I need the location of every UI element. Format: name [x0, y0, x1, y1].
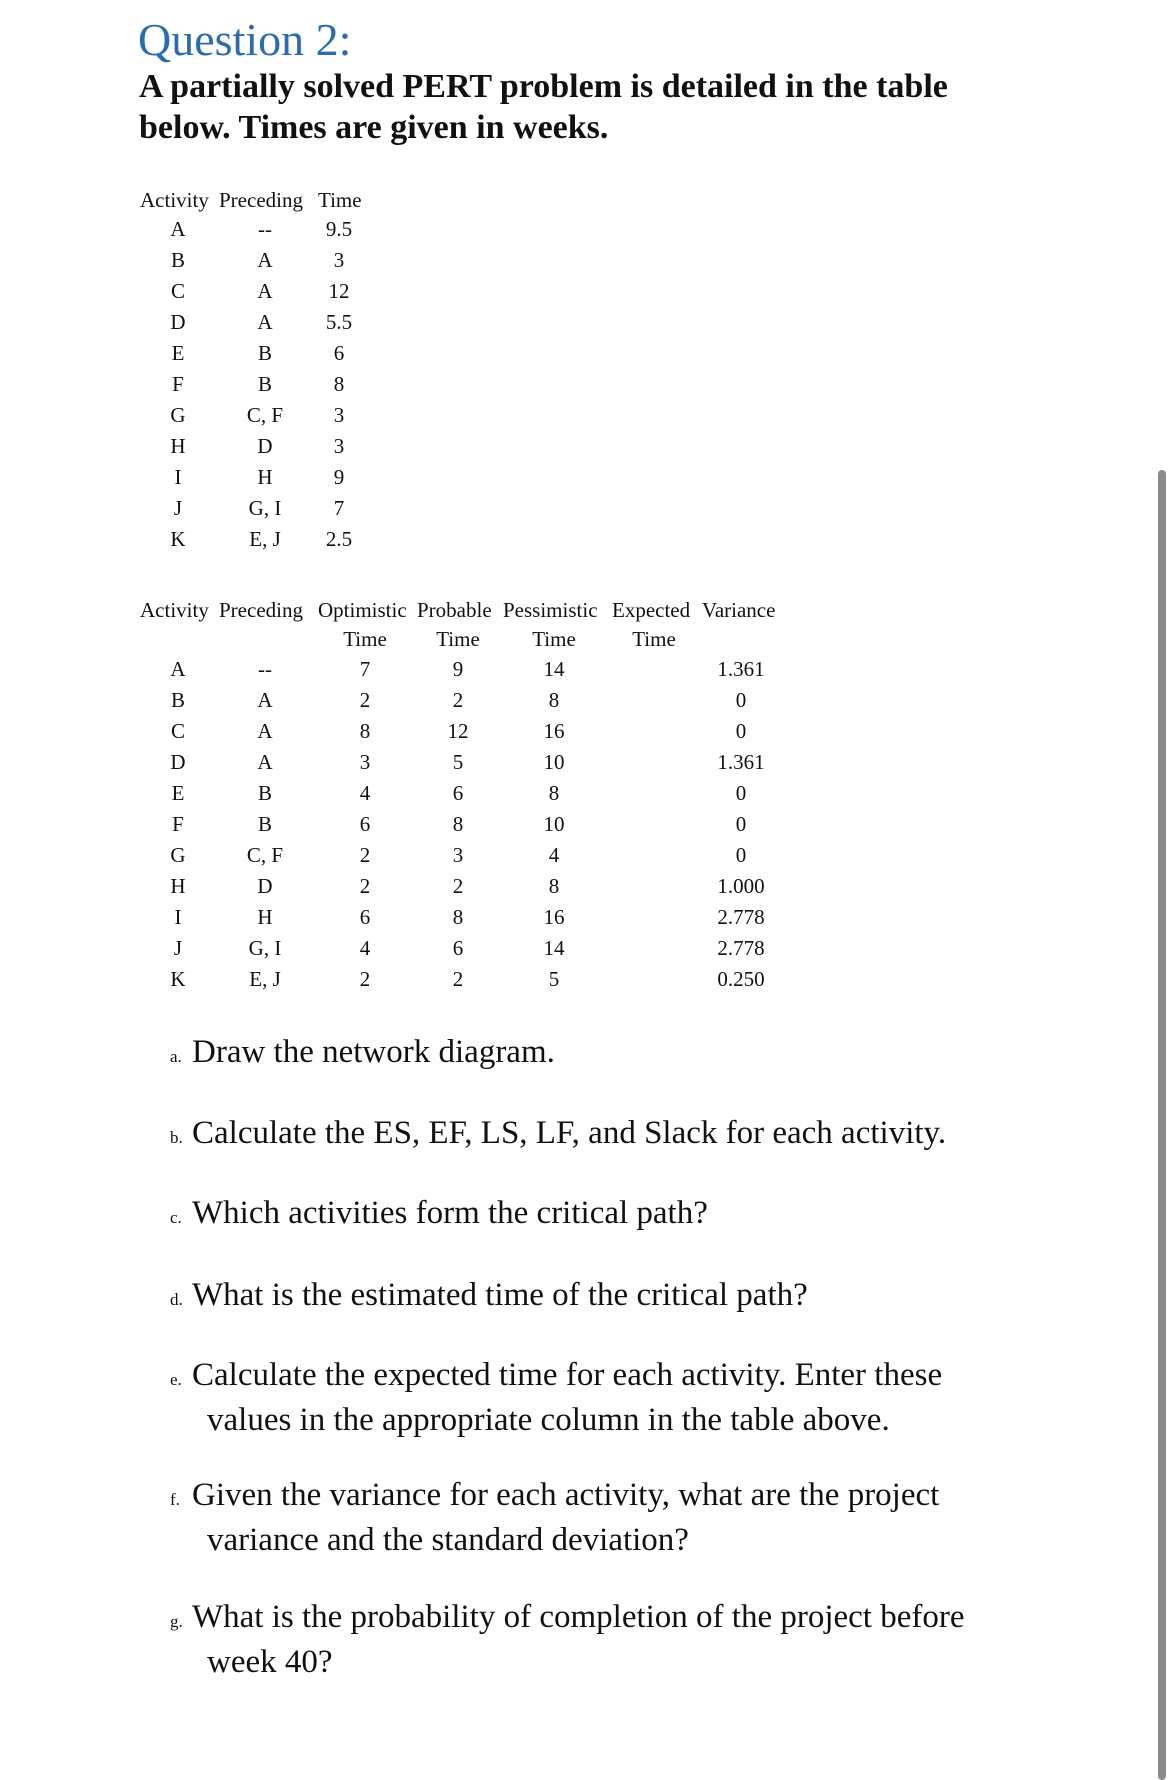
header-preceding: Preceding [219, 598, 303, 622]
cell-preceding: B [257, 812, 273, 836]
cell-probable: 2 [452, 874, 464, 898]
cell-activity: J [173, 936, 183, 960]
cell-pessimistic: 14 [543, 936, 565, 960]
cell-optimistic: 3 [359, 750, 371, 774]
subheader-probable-time: Time [436, 627, 480, 651]
cell-probable: 9 [452, 657, 464, 681]
header-variance: Variance [702, 598, 776, 622]
question-text: Which activities form the critical path? [192, 1195, 708, 1231]
question-item [170, 1113, 1030, 1158]
question-item [170, 1275, 1030, 1320]
cell-variance: 0.250 [717, 967, 765, 991]
question-item [170, 1193, 1030, 1238]
cell-probable: 6 [452, 936, 464, 960]
cell-pessimistic: 14 [543, 657, 565, 681]
cell-activity: D [170, 310, 186, 334]
cell-preceding: D [257, 434, 273, 458]
cell-optimistic: 7 [359, 657, 371, 681]
cell-activity: A [170, 657, 186, 681]
question-text: Draw the network diagram. [192, 1034, 555, 1070]
cell-activity: E [171, 341, 185, 365]
cell-preceding: A [257, 688, 273, 712]
cell-pessimistic: 8 [548, 874, 560, 898]
cell-time: 12 [328, 279, 350, 303]
cell-time: 8 [333, 372, 345, 396]
cell-preceding: A [257, 248, 273, 272]
cell-probable: 6 [452, 781, 464, 805]
cell-pessimistic: 8 [548, 688, 560, 712]
question-item [170, 1032, 1030, 1077]
cell-preceding: C, F [246, 843, 284, 867]
question-text: Calculate the expected time for each activity. Enter these [192, 1357, 943, 1393]
cell-preceding: A [257, 750, 273, 774]
cell-activity: I [174, 465, 182, 489]
cell-optimistic: 8 [359, 719, 371, 743]
question-letter: a. [170, 1047, 182, 1066]
cell-probable: 8 [452, 905, 464, 929]
cell-probable: 2 [452, 688, 464, 712]
cell-preceding: H [257, 465, 273, 489]
vertical-scrollbar[interactable] [1158, 470, 1166, 1780]
cell-pessimistic: 16 [543, 719, 565, 743]
question-text-continued: week 40? [207, 1644, 333, 1680]
cell-preceding: C, F [246, 403, 284, 427]
cell-activity: G [170, 403, 186, 427]
cell-activity: F [172, 372, 184, 396]
cell-time: 6 [333, 341, 345, 365]
cell-variance: 1.361 [717, 750, 765, 774]
subheader-pessimistic-time: Time [532, 627, 576, 651]
cell-activity: H [170, 874, 186, 898]
cell-variance: 0 [735, 719, 747, 743]
cell-activity: C [170, 719, 186, 743]
subheader-optimistic-time: Time [343, 627, 387, 651]
cell-pessimistic: 8 [548, 781, 560, 805]
cell-activity: A [170, 217, 186, 241]
cell-pessimistic: 5 [548, 967, 560, 991]
question-letter: b. [170, 1128, 183, 1147]
cell-activity: H [170, 434, 186, 458]
cell-pessimistic: 4 [548, 843, 560, 867]
cell-time: 2.5 [325, 527, 353, 551]
cell-variance: 1.000 [717, 874, 765, 898]
cell-probable: 2 [452, 967, 464, 991]
cell-optimistic: 2 [359, 688, 371, 712]
question-text: Given the variance for each activity, what are the project [192, 1477, 940, 1513]
cell-time: 5.5 [325, 310, 353, 334]
cell-activity: C [170, 279, 186, 303]
cell-activity: B [170, 248, 186, 272]
question-text: What is the probability of completion of the project before [192, 1599, 965, 1635]
cell-preceding: B [257, 372, 273, 396]
question-heading: Question 2: [138, 14, 352, 65]
question-item [170, 1475, 1030, 1560]
question-text: Calculate the ES, EF, LS, LF, and Slack for each activity. [192, 1115, 947, 1151]
header-preceding: Preceding [219, 188, 303, 212]
question-text: What is the estimated time of the critical path? [192, 1277, 808, 1313]
cell-variance: 2.778 [717, 905, 765, 929]
cell-pessimistic: 16 [543, 905, 565, 929]
cell-preceding: G, I [248, 496, 282, 520]
problem-intro: A partially solved PERT problem is detailed in the table below. Times are given in weeks. [139, 68, 948, 146]
cell-preceding: G, I [248, 936, 282, 960]
cell-preceding: B [257, 781, 273, 805]
cell-probable: 8 [452, 812, 464, 836]
question-letter: e. [170, 1370, 182, 1389]
cell-activity: E [171, 781, 185, 805]
cell-variance: 0 [735, 843, 747, 867]
cell-activity: K [170, 527, 186, 551]
cell-optimistic: 2 [359, 967, 371, 991]
header-activity: Activity [140, 598, 209, 622]
cell-probable: 12 [447, 719, 469, 743]
cell-time: 7 [333, 496, 345, 520]
cell-activity: I [174, 905, 182, 929]
cell-optimistic: 4 [359, 781, 371, 805]
cell-activity: F [172, 812, 184, 836]
cell-activity: J [173, 496, 183, 520]
question-item [170, 1597, 1030, 1682]
cell-activity: B [170, 688, 186, 712]
cell-preceding: D [257, 874, 273, 898]
cell-variance: 1.361 [717, 657, 765, 681]
cell-time: 9.5 [325, 217, 353, 241]
cell-optimistic: 6 [359, 812, 371, 836]
cell-variance: 0 [735, 688, 747, 712]
cell-optimistic: 2 [359, 843, 371, 867]
cell-optimistic: 4 [359, 936, 371, 960]
question-letter: c. [170, 1208, 182, 1227]
cell-preceding: B [257, 341, 273, 365]
cell-activity: G [170, 843, 186, 867]
cell-preceding: E, J [249, 527, 281, 551]
header-probable: Probable [417, 598, 492, 622]
cell-preceding: -- [258, 657, 272, 681]
cell-probable: 3 [452, 843, 464, 867]
question-letter: f. [170, 1490, 180, 1509]
cell-probable: 5 [452, 750, 464, 774]
question-item [170, 1355, 1030, 1440]
question-text-continued: variance and the standard deviation? [207, 1522, 689, 1558]
header-time: Time [318, 188, 362, 212]
cell-activity: K [170, 967, 186, 991]
header-optimistic: Optimistic [318, 598, 407, 622]
header-pessimistic: Pessimistic [503, 598, 598, 622]
cell-time: 9 [333, 465, 345, 489]
cell-preceding: E, J [249, 967, 281, 991]
cell-pessimistic: 10 [543, 750, 565, 774]
cell-optimistic: 6 [359, 905, 371, 929]
question-letter: d. [170, 1290, 183, 1309]
cell-preceding: A [257, 310, 273, 334]
cell-preceding: H [257, 905, 273, 929]
cell-time: 3 [333, 403, 345, 427]
header-expected: Expected [612, 598, 691, 622]
question-letter: g. [170, 1612, 183, 1631]
cell-variance: 2.778 [717, 936, 765, 960]
subheader-expected-time: Time [632, 627, 676, 651]
cell-pessimistic: 10 [543, 812, 565, 836]
cell-optimistic: 2 [359, 874, 371, 898]
header-activity: Activity [140, 188, 209, 212]
cell-activity: D [170, 750, 186, 774]
cell-preceding: A [257, 279, 273, 303]
question-text-continued: values in the appropriate column in the table above. [207, 1402, 890, 1438]
cell-variance: 0 [735, 781, 747, 805]
cell-variance: 0 [735, 812, 747, 836]
cell-time: 3 [333, 434, 345, 458]
cell-preceding: A [257, 719, 273, 743]
cell-time: 3 [333, 248, 345, 272]
cell-preceding: -- [258, 217, 272, 241]
